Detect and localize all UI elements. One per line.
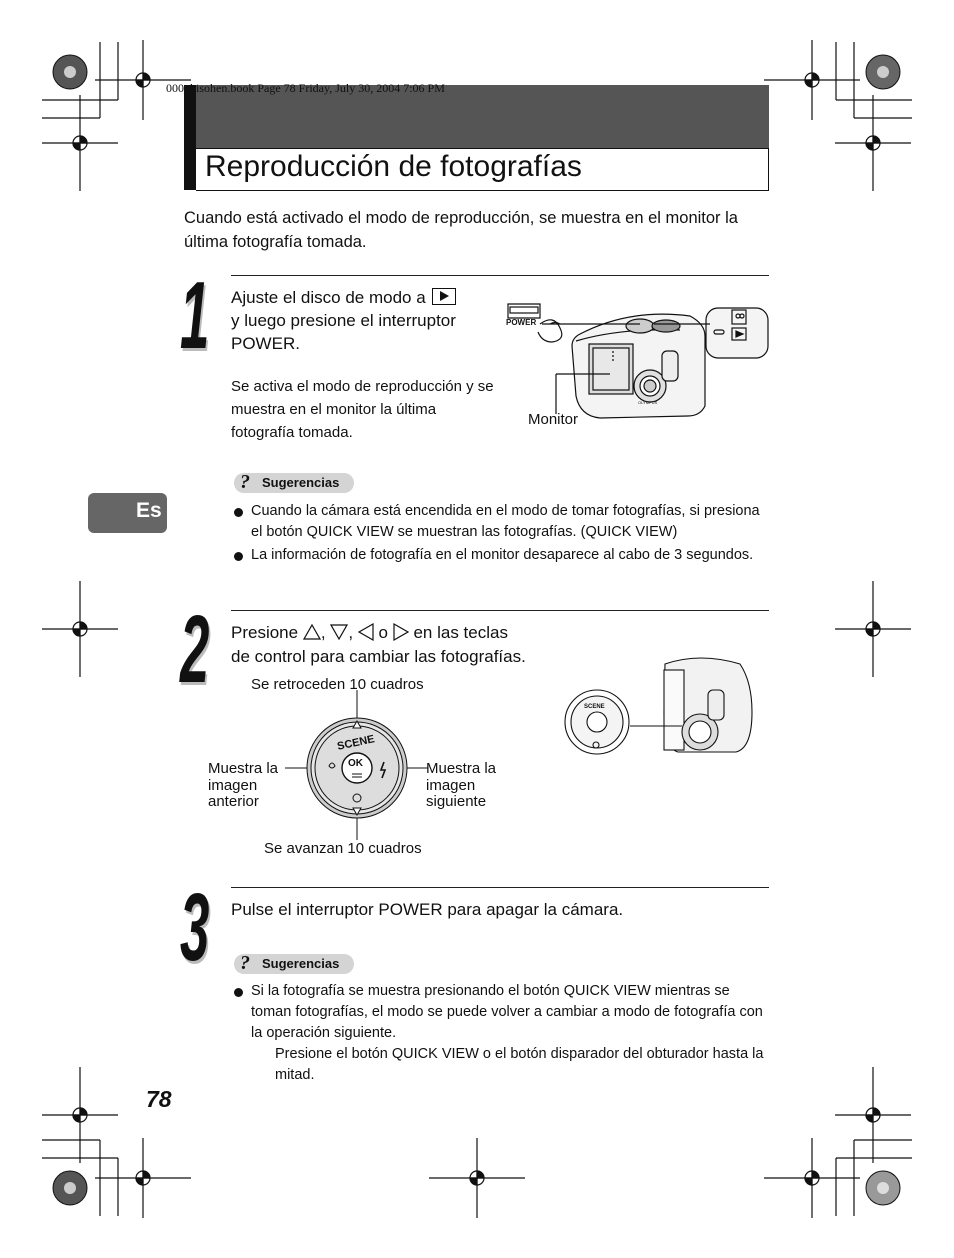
arrow-up-icon xyxy=(303,624,321,640)
power-callout: POWER xyxy=(506,318,537,327)
separator-2: , xyxy=(348,623,354,642)
language-tab-label: Es xyxy=(136,499,162,522)
separator-3: o xyxy=(378,623,388,642)
dial-scene-label: SCENE xyxy=(336,733,376,753)
step-3-number: 3 xyxy=(180,874,208,981)
page-number: 78 xyxy=(146,1086,172,1112)
step-1-number: 1 xyxy=(180,262,208,369)
step-1-instruction-b: y luego presione el interruptor POWER. xyxy=(231,311,456,353)
title-accent xyxy=(184,85,196,190)
label-up: Se retroceden 10 cuadros xyxy=(251,676,424,693)
tips-label-1: Sugerencias xyxy=(262,475,340,490)
step-1-rule xyxy=(231,275,769,276)
step-2-instruction-a: Presione xyxy=(231,623,299,642)
tip-item: La información de fotografía en el monitor desaparece al cabo de 3 segundos. xyxy=(231,545,771,566)
label-down: Se avanzan 10 cuadros xyxy=(264,840,422,857)
play-mode-icon xyxy=(432,288,456,305)
step-3-rule xyxy=(231,887,769,888)
dial-ok-label: OK xyxy=(348,758,363,769)
header-meta: 000_kisohen.book Page 78 Friday, July 30, 2004 7:06 PM xyxy=(166,81,445,95)
intro-text: Cuando está activado el modo de reproducción, se muestra en el monitor la última fotografía tomada. xyxy=(184,209,738,251)
arrow-down-icon xyxy=(330,624,348,640)
step-2-instruction xyxy=(231,621,561,669)
step-2-number: 2 xyxy=(180,596,208,703)
question-icon: ? xyxy=(240,471,250,493)
camera-dial-illustration xyxy=(560,652,760,762)
step-2-instruction-c: de control para cambiar las fotografías. xyxy=(231,647,526,666)
arrow-right-icon xyxy=(393,623,409,641)
svg-text:SCENE: SCENE xyxy=(584,704,605,710)
step-1-detail: Se activa el modo de reproducción y se muestra en el monitor la última fotografía tomada. xyxy=(231,378,494,441)
tips-badge-1 xyxy=(234,473,354,493)
page-title: Reproducción de fotografías xyxy=(205,150,582,183)
step-2-instruction-b: en las teclas xyxy=(413,623,508,642)
tips-label-2: Sugerencias xyxy=(262,956,340,971)
question-icon: ? xyxy=(240,952,250,974)
step-3-tip-sub: Presione el botón QUICK VIEW o el botón disparador del obturador hasta la mitad. xyxy=(275,1046,764,1083)
svg-text:OLYMPUS: OLYMPUS xyxy=(638,400,658,405)
step-3-instruction: Pulse el interruptor POWER para apagar la cámara. xyxy=(231,900,624,919)
monitor-callout: Monitor xyxy=(528,411,579,428)
tip-item: Si la fotografía se muestra presionando el botón QUICK VIEW mientras se toman fotografías, el modo se puede volver a cambiar a modo de fotografía con la operación siguiente. xyxy=(231,981,771,1044)
step-1-tips xyxy=(231,501,771,568)
tip-item: Cuando la cámara está encendida en el modo de tomar fotografías, si presiona el botón QUICK VIEW se muestran las fotografías. (QUICK VIEW) xyxy=(231,501,771,543)
arrow-left-icon xyxy=(358,623,374,641)
label-right: Muestra la imagen siguiente xyxy=(426,760,497,810)
separator-1: , xyxy=(320,623,326,642)
step-3-tips xyxy=(231,981,771,1046)
step-1-instruction-a: Ajuste el disco de modo a xyxy=(231,288,426,307)
label-left: Muestra la imagen anterior xyxy=(208,760,279,810)
step-1-instruction xyxy=(231,286,496,355)
tips-badge-2 xyxy=(234,954,354,974)
step-2-rule xyxy=(231,610,769,611)
